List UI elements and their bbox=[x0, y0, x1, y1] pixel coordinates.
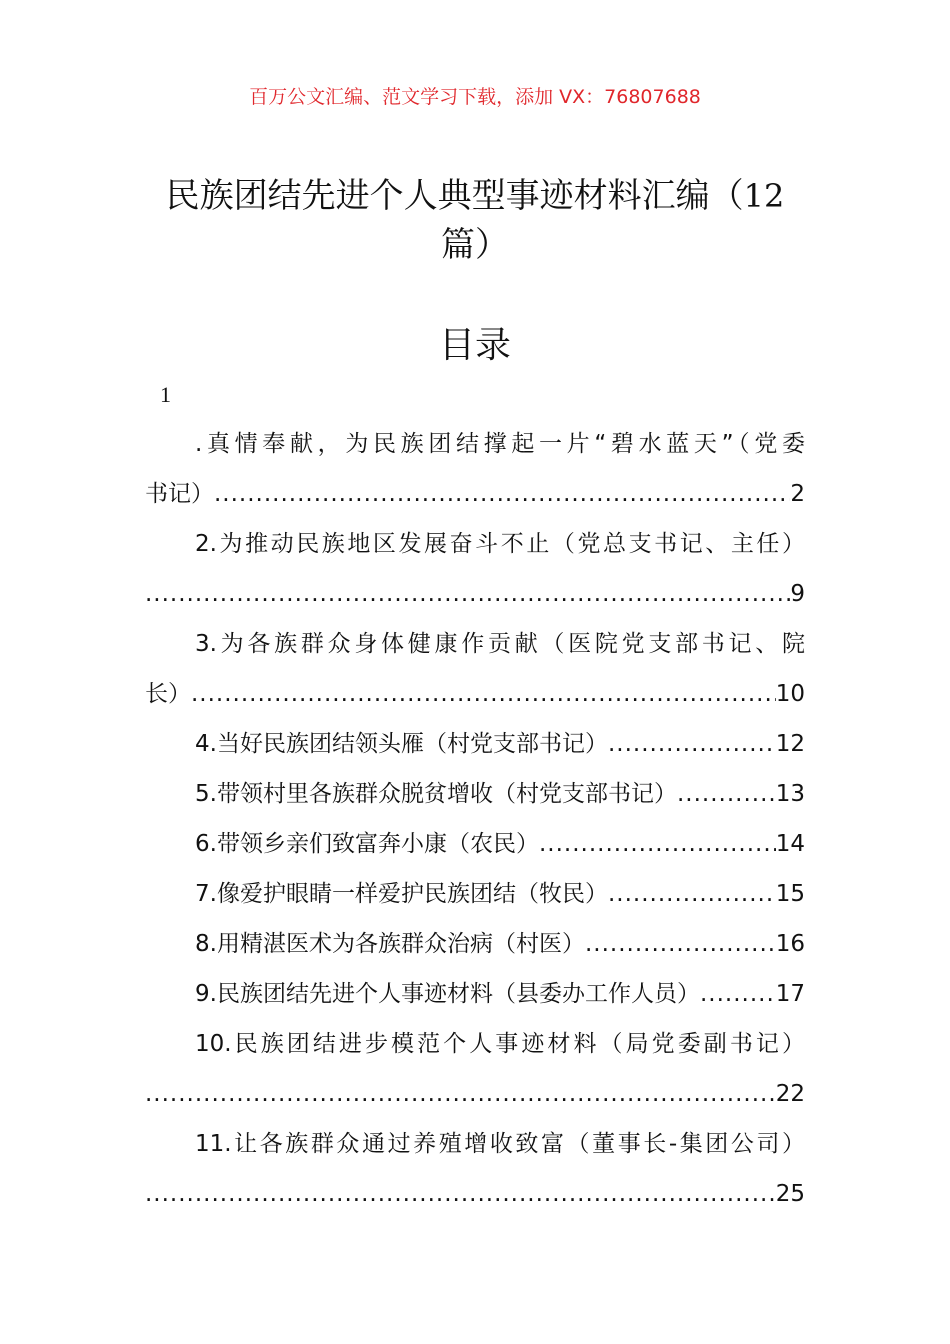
toc-entry[interactable] bbox=[145, 819, 805, 869]
dot-leader bbox=[539, 819, 776, 869]
title-main: 民族团结先进个人典型事迹材料汇编（ bbox=[165, 176, 744, 216]
dot-leader bbox=[214, 469, 790, 519]
toc-first-number: 1 bbox=[160, 382, 171, 407]
toc-entry-title: 8.用精湛医术为各族群众治病（村医） bbox=[195, 931, 585, 957]
document-title bbox=[145, 172, 805, 270]
toc-entry-title: 5.带领村里各族群众脱贫增收（村党支部书记） bbox=[195, 781, 677, 807]
toc-entry[interactable] bbox=[145, 1019, 805, 1119]
toc-entry[interactable] bbox=[145, 619, 805, 719]
title-count: 12 bbox=[743, 177, 785, 215]
toc-page-number: 12 bbox=[775, 731, 805, 757]
toc-page-number: 13 bbox=[775, 781, 805, 807]
toc-entry-title: 3.为各族群众身体健康作贡献（医院党支部书记、院 bbox=[195, 631, 805, 657]
toc-entry-title: 9.民族团结先进个人事迹材料（县委办工作人员） bbox=[195, 981, 700, 1007]
dot-leader bbox=[145, 569, 790, 619]
toc-page-number: 10 bbox=[775, 681, 805, 707]
toc-entry[interactable] bbox=[145, 969, 805, 1019]
toc-entry-title-cont: 长） bbox=[145, 681, 191, 707]
toc-entry[interactable] bbox=[145, 869, 805, 919]
toc-entry[interactable] bbox=[145, 769, 805, 819]
toc-entry[interactable] bbox=[145, 919, 805, 969]
toc-heading: 目录 bbox=[438, 325, 511, 366]
toc-entry-title: 11.让各族群众通过养殖增收致富（董事长-集团公司） bbox=[195, 1131, 805, 1157]
toc-entry-title: 6.带领乡亲们致富奔小康（农民） bbox=[195, 831, 539, 857]
dot-leader bbox=[191, 669, 776, 719]
dot-leader bbox=[145, 1069, 776, 1119]
toc-entry[interactable] bbox=[145, 519, 805, 619]
toc-page-number: 16 bbox=[775, 931, 805, 957]
toc-entry-title-cont: 书记） bbox=[145, 481, 214, 507]
dot-leader bbox=[700, 969, 776, 1019]
toc-entry-title: 2.为推动民族地区发展奋斗不止（党总支书记、主任） bbox=[195, 531, 805, 557]
toc-entry[interactable] bbox=[145, 419, 805, 519]
toc-page-number: 2 bbox=[790, 481, 805, 507]
dot-leader bbox=[608, 869, 776, 919]
toc-entry[interactable] bbox=[145, 1119, 805, 1219]
watermark-header: 百万公文汇编、范文学习下载，添加 VX：76807688 bbox=[249, 86, 701, 108]
toc-page-number: 9 bbox=[790, 581, 805, 607]
toc-page-number: 22 bbox=[775, 1081, 805, 1107]
title-tail: 篇） bbox=[441, 225, 509, 265]
dot-leader bbox=[585, 919, 776, 969]
table-of-contents bbox=[145, 419, 805, 1219]
toc-page-number: 17 bbox=[775, 981, 805, 1007]
dot-leader bbox=[145, 1169, 776, 1219]
dot-leader bbox=[677, 769, 776, 819]
toc-page-number: 14 bbox=[775, 831, 805, 857]
toc-entry-title: 7.像爱护眼睛一样爱护民族团结（牧民） bbox=[195, 881, 608, 907]
toc-entry-title: .真情奉献，为民族团结撑起一片“碧水蓝天”（党委 bbox=[195, 431, 805, 457]
toc-entry-title: 4.当好民族团结领头雁（村党支部书记） bbox=[195, 731, 608, 757]
toc-page-number: 25 bbox=[775, 1181, 805, 1207]
toc-page-number: 15 bbox=[775, 881, 805, 907]
toc-entry[interactable] bbox=[145, 719, 805, 769]
toc-entry-title: 10.民族团结进步模范个人事迹材料（局党委副书记） bbox=[195, 1031, 805, 1057]
dot-leader bbox=[608, 719, 776, 769]
